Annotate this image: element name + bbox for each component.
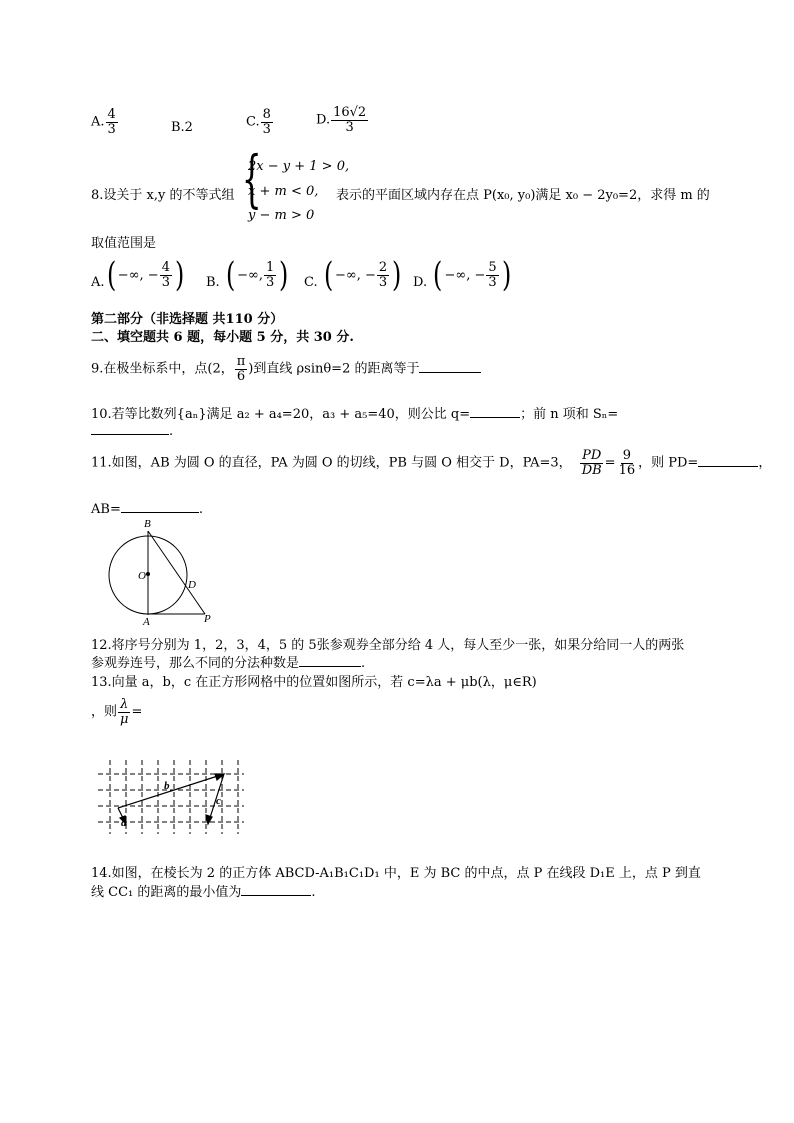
q8-system-brace: { [241, 142, 262, 215]
label-o: O [138, 570, 146, 582]
label-c: c [216, 795, 221, 807]
q10-line2: . [91, 422, 173, 439]
label-a: a [121, 817, 127, 829]
label-p: P [204, 613, 211, 625]
q7-option-d: D. $\frac{16√2}{3}$ [316, 105, 367, 135]
q13-grid-figure [98, 760, 248, 834]
q13-line1: 13.向量 a，b，c 在正方形网格中的位置如图所示，若 c=λa + μb(λ，μ∈R) [91, 675, 537, 690]
q11-blank-ab[interactable] [121, 500, 199, 513]
q11-blank-pd[interactable] [698, 454, 758, 467]
q8-option-d: D. ( −∞, − $\frac{5}{3}$ ) [413, 255, 511, 295]
label-b: B [144, 518, 151, 530]
q8-ineq-1: 2x − y + 1 > 0, [248, 159, 350, 174]
part2-title: 第二部分（非选择题 共110 分） [91, 312, 284, 327]
q8-line2: 取值范围是 [91, 236, 157, 251]
label-b: b [164, 780, 170, 792]
vector-b [118, 774, 224, 808]
q13-line2: ，则 $\frac{\lambda}{\mu}$ = [91, 697, 143, 727]
q14-line1: 14.如图，在棱长为 2 的正方体 ABCD-A₁B₁C₁D₁ 中，E 为 BC 的中点，点 P 在线段 D₁E 上，点 P 到直 [91, 866, 701, 881]
q8-option-b: B. ( −∞, $\frac{1}{3}$ ) [206, 255, 289, 295]
q12-blank[interactable] [299, 654, 361, 667]
vector-c-arrow [206, 815, 212, 824]
q14-line2: 线 CC₁ 的距离的最小值为 . [91, 885, 316, 900]
q8-ineq-2: x + m < 0, [248, 184, 319, 199]
part2-subtitle: 二、填空题共 6 题，每小题 5 分，共 30 分. [91, 330, 354, 345]
q7-option-a: A. $\frac{4}{3}$ [91, 107, 116, 137]
q8-option-c: C. ( −∞, − $\frac{2}{3}$ ) [304, 255, 402, 295]
label-d: D [188, 579, 196, 591]
q7-option-c: C. $\frac{8}{3}$ [246, 107, 271, 137]
q8-suffix: 表示的平面区域内存在点 P(x₀, y₀)满足 x₀ − 2y₀=2，求得 m 的 [336, 188, 710, 203]
q10-blank-q[interactable] [470, 405, 520, 418]
q8-ineq-3: y − m > 0 [248, 208, 315, 223]
center-dot [146, 572, 150, 576]
q10-text: 10.若等比数列{aₙ}满足 a₂ + a₄=20，a₃ + a₅=40，则公比 q= ；前 n 项和 Sₙ= [91, 407, 619, 422]
q8-option-a: A. ( −∞, − $\frac{4}{3}$ ) [91, 255, 185, 295]
q9-text: 9.在极坐标系中，点(2， $\frac{\pi}{6}$ )到直线 ρsinθ=2 的距离等于 [91, 355, 481, 383]
dashed-grid [98, 760, 244, 834]
q7-option-b: B.2 [171, 120, 193, 135]
q10-blank-sn[interactable] [91, 422, 169, 435]
q12-line1: 12.将序号分别为 1，2，3，4，5 的 5张参观券全部分给 4 人，每人至少一张，如果分给同一人的两张 [91, 638, 685, 653]
q9-blank[interactable] [419, 360, 481, 373]
q11-circle-figure [100, 515, 225, 627]
label-a: A [143, 616, 150, 627]
q11-text: 11.如图，AB 为圆 O 的直径，PA 为圆 O 的切线，PB 与圆 O 相交于 D，PA=3， $\frac{PD}{DB}$ = $\frac{9}{16}$ ，则 PD= ， [91, 448, 772, 478]
q8-prefix: 8.设关于 x,y 的不等式组 [91, 188, 235, 203]
q11-ab-line: AB= . [91, 502, 203, 517]
q14-blank[interactable] [241, 883, 311, 896]
q12-line2: 参观券连号，那么不同的分法种数是 . [91, 656, 366, 671]
